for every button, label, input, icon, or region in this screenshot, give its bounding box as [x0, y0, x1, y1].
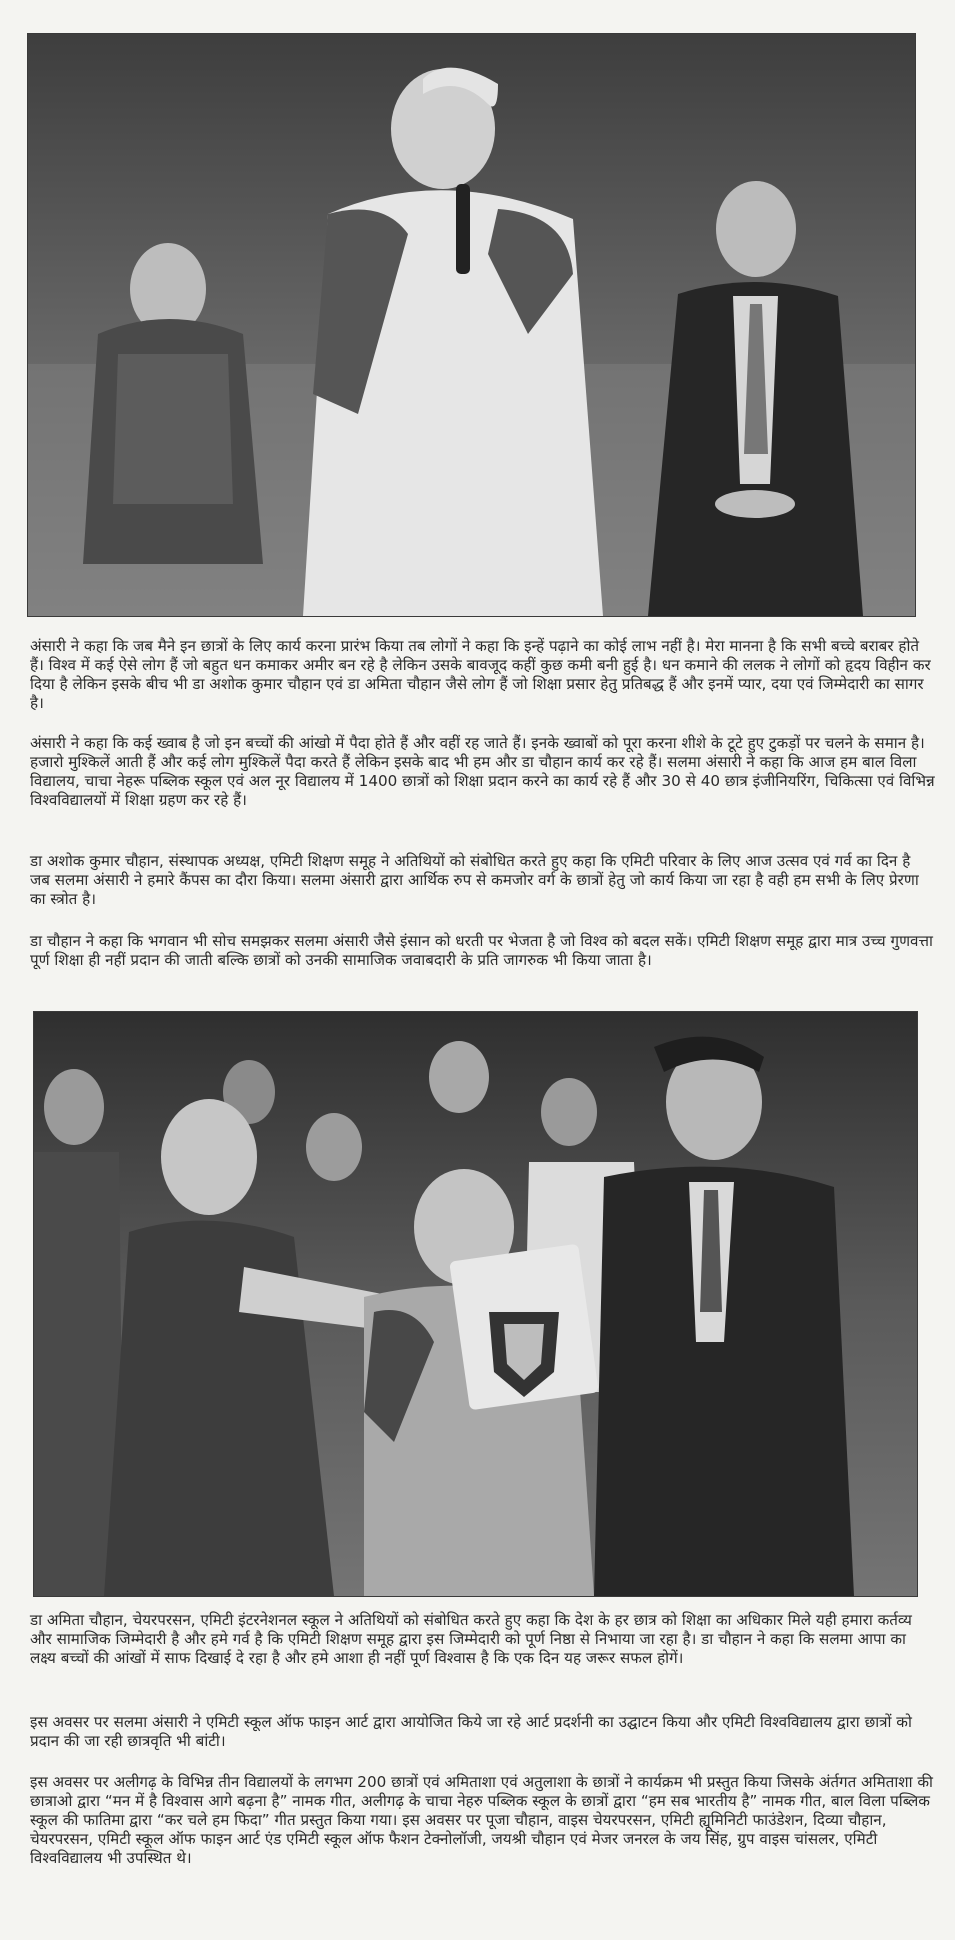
article-paragraph-1: अंसारी ने कहा कि जब मैने इन छात्रों के लिए कार्य करना प्रारंभ किया तब लोगों ने कहा कि इन्हें पढ़ाने का कोई लाभ नहीं है। मेरा मानना है कि सभी बच्चे बराबर होते हैं। विश्व में कई ऐसे लोग हैं जो बहुत धन कमाकर अमीर बन रहे है लेकिन उसके बावजूद कहीं कुछ कमी बनी हुई है। धन कमाने की ललक ने लोगों को हृदय विहीन कर दिया है लेकिन इसके बीच भी डा अशोक कुमार चौहान एवं डा अमिता चौहान जैसे लोग हैं जो शिक्षा प्रसार हेतु प्रतिबद्ध हैं और इनमें प्यार, दया एवं जिम्मेदारी का सागर है। [30, 637, 931, 712]
event-photo-memento [33, 1011, 918, 1597]
article-paragraph-7: इस अवसर पर अलीगढ़ के विभिन्न तीन विद्यालयों के लगभग 200 छात्रों एवं अमिताशा एवं अतुलाशा के छात्रों ने कार्यक्रम भी प्रस्तुत किया जिसके अंर्तगत अमिताशा की छात्राओ द्वारा “मन में है विश्वास आगे बढ़ना है” नामक गीत, अलीगढ़ के चाचा नेहरु पब्लिक स्कूल के छात्रों द्वारा “हम सब भारतीय है” नामक गीत, बाल विला पब्लिक स्कूल की फातिमा द्वारा “कर चले हम फिदा” गीत प्रस्तुत किया गया। इस अवसर पर पूजा चौहान, वाइस चेयरपरसन, एमिटी ह्यूमिनिटी फाउंडेशन, दिव्या चौहान, चेयरपरसन, एमिटी स्कूल ऑफ फाइन आर्ट एंड एमिटी स्कूल ऑफ फैशन टेक्नोलॉजी, जयश्री चौहान एवं मेजर जनरल के जय सिंह, ग्रुप वाइस चांसलर, एमिटी विश्वविद्यालय भी उपस्थित थे। [30, 1773, 933, 1867]
article-paragraph-5: डा अमिता चौहान, चेयरपरसन, एमिटी इंटरनेशनल स्कूल ने अतिथियों को संबोधित करते हुए कहा कि देश के हर छात्र को शिक्षा का अधिकार मिले यही हमारा कर्तव्य और सामाजिक जिम्मेदारी है और हमे गर्व है कि एमिटी शिक्षण समूह द्वारा इस जिम्मेदारी को पूर्ण निष्ठा से निभाया जा रहा है। डा चौहान ने कहा कि सलमा आपा का लक्ष्य बच्चों की आंखों में साफ दिखाई दे रहा है और हमे आशा ही नहीं पूर्ण विश्वास है कि एक दिन यह जरूर सफल होगें। [30, 1611, 912, 1667]
event-photo-speaker-image [28, 34, 915, 616]
event-photo-speaker [27, 33, 916, 617]
article-paragraph-6: इस अवसर पर सलमा अंसारी ने एमिटी स्कूल ऑफ फाइन आर्ट द्वारा आयोजित किये जा रहे आर्ट प्रदर्शनी का उद्घाटन किया और एमिटी विश्वविद्यालय द्वारा छात्रों को प्रदान की जा रही छात्रवृति भी बांटी। [30, 1713, 912, 1750]
article-paragraph-2: अंसारी ने कहा कि कई ख्वाब है जो इन बच्चों की आंखो में पैदा होते हैं और वहीं रह जाते हैं। इनके ख्वाबों को पूरा करना शीशे के टूटे हुए टुकड़ों पर चलने के समान है। हजारो मुश्किलें आती हैं और कई लोग मुश्किलें पैदा करते हैं लेकिन इसके बाद भी हम और डा चौहान कार्य कर रहे हैं। सलमा अंसारी ने कहा कि आज हम बाल विला विद्यालय, चाचा नेहरू पब्लिक स्कूल एवं अल नूर विद्यालय में 1400 छात्रों को शिक्षा प्रदान करने का कार्य रहे हैं और 30 से 40 छात्र इंजीनियरिंग, चिकित्सा एवं विभिन्न विश्वविद्यालयों में शिक्षा ग्रहण कर रहे हैं। [30, 734, 935, 809]
article-paragraph-4: डा चौहान ने कहा कि भगवान भी सोच समझकर सलमा अंसारी जैसे इंसान को धरती पर भेजता है जो विश्व को बदल सकें। एमिटी शिक्षण समूह द्वारा मात्र उच्च गुणवत्ता पूर्ण शिक्षा ही नहीं प्रदान की जाती बल्कि छात्रों को उनकी सामाजिक जवाबदारी के प्रति जागरुक भी किया जाता है। [30, 932, 933, 969]
article-paragraph-3: डा अशोक कुमार चौहान, संस्थापक अध्यक्ष, एमिटी शिक्षण समूह ने अतिथियों को संबोधित करते हुए कहा कि एमिटी परिवार के लिए आज उत्सव एवं गर्व का दिन है जब सलमा अंसारी ने हमारे कैंपस का दौरा किया। सलमा अंसारी द्वारा आर्थिक रुप से कमजोर वर्ग के छात्रों हेतु जो कार्य किया जा रहा है वही हम सभी के लिए प्रेरणा का स्त्रोत है। [30, 852, 919, 908]
event-photo-memento-image [34, 1012, 917, 1596]
